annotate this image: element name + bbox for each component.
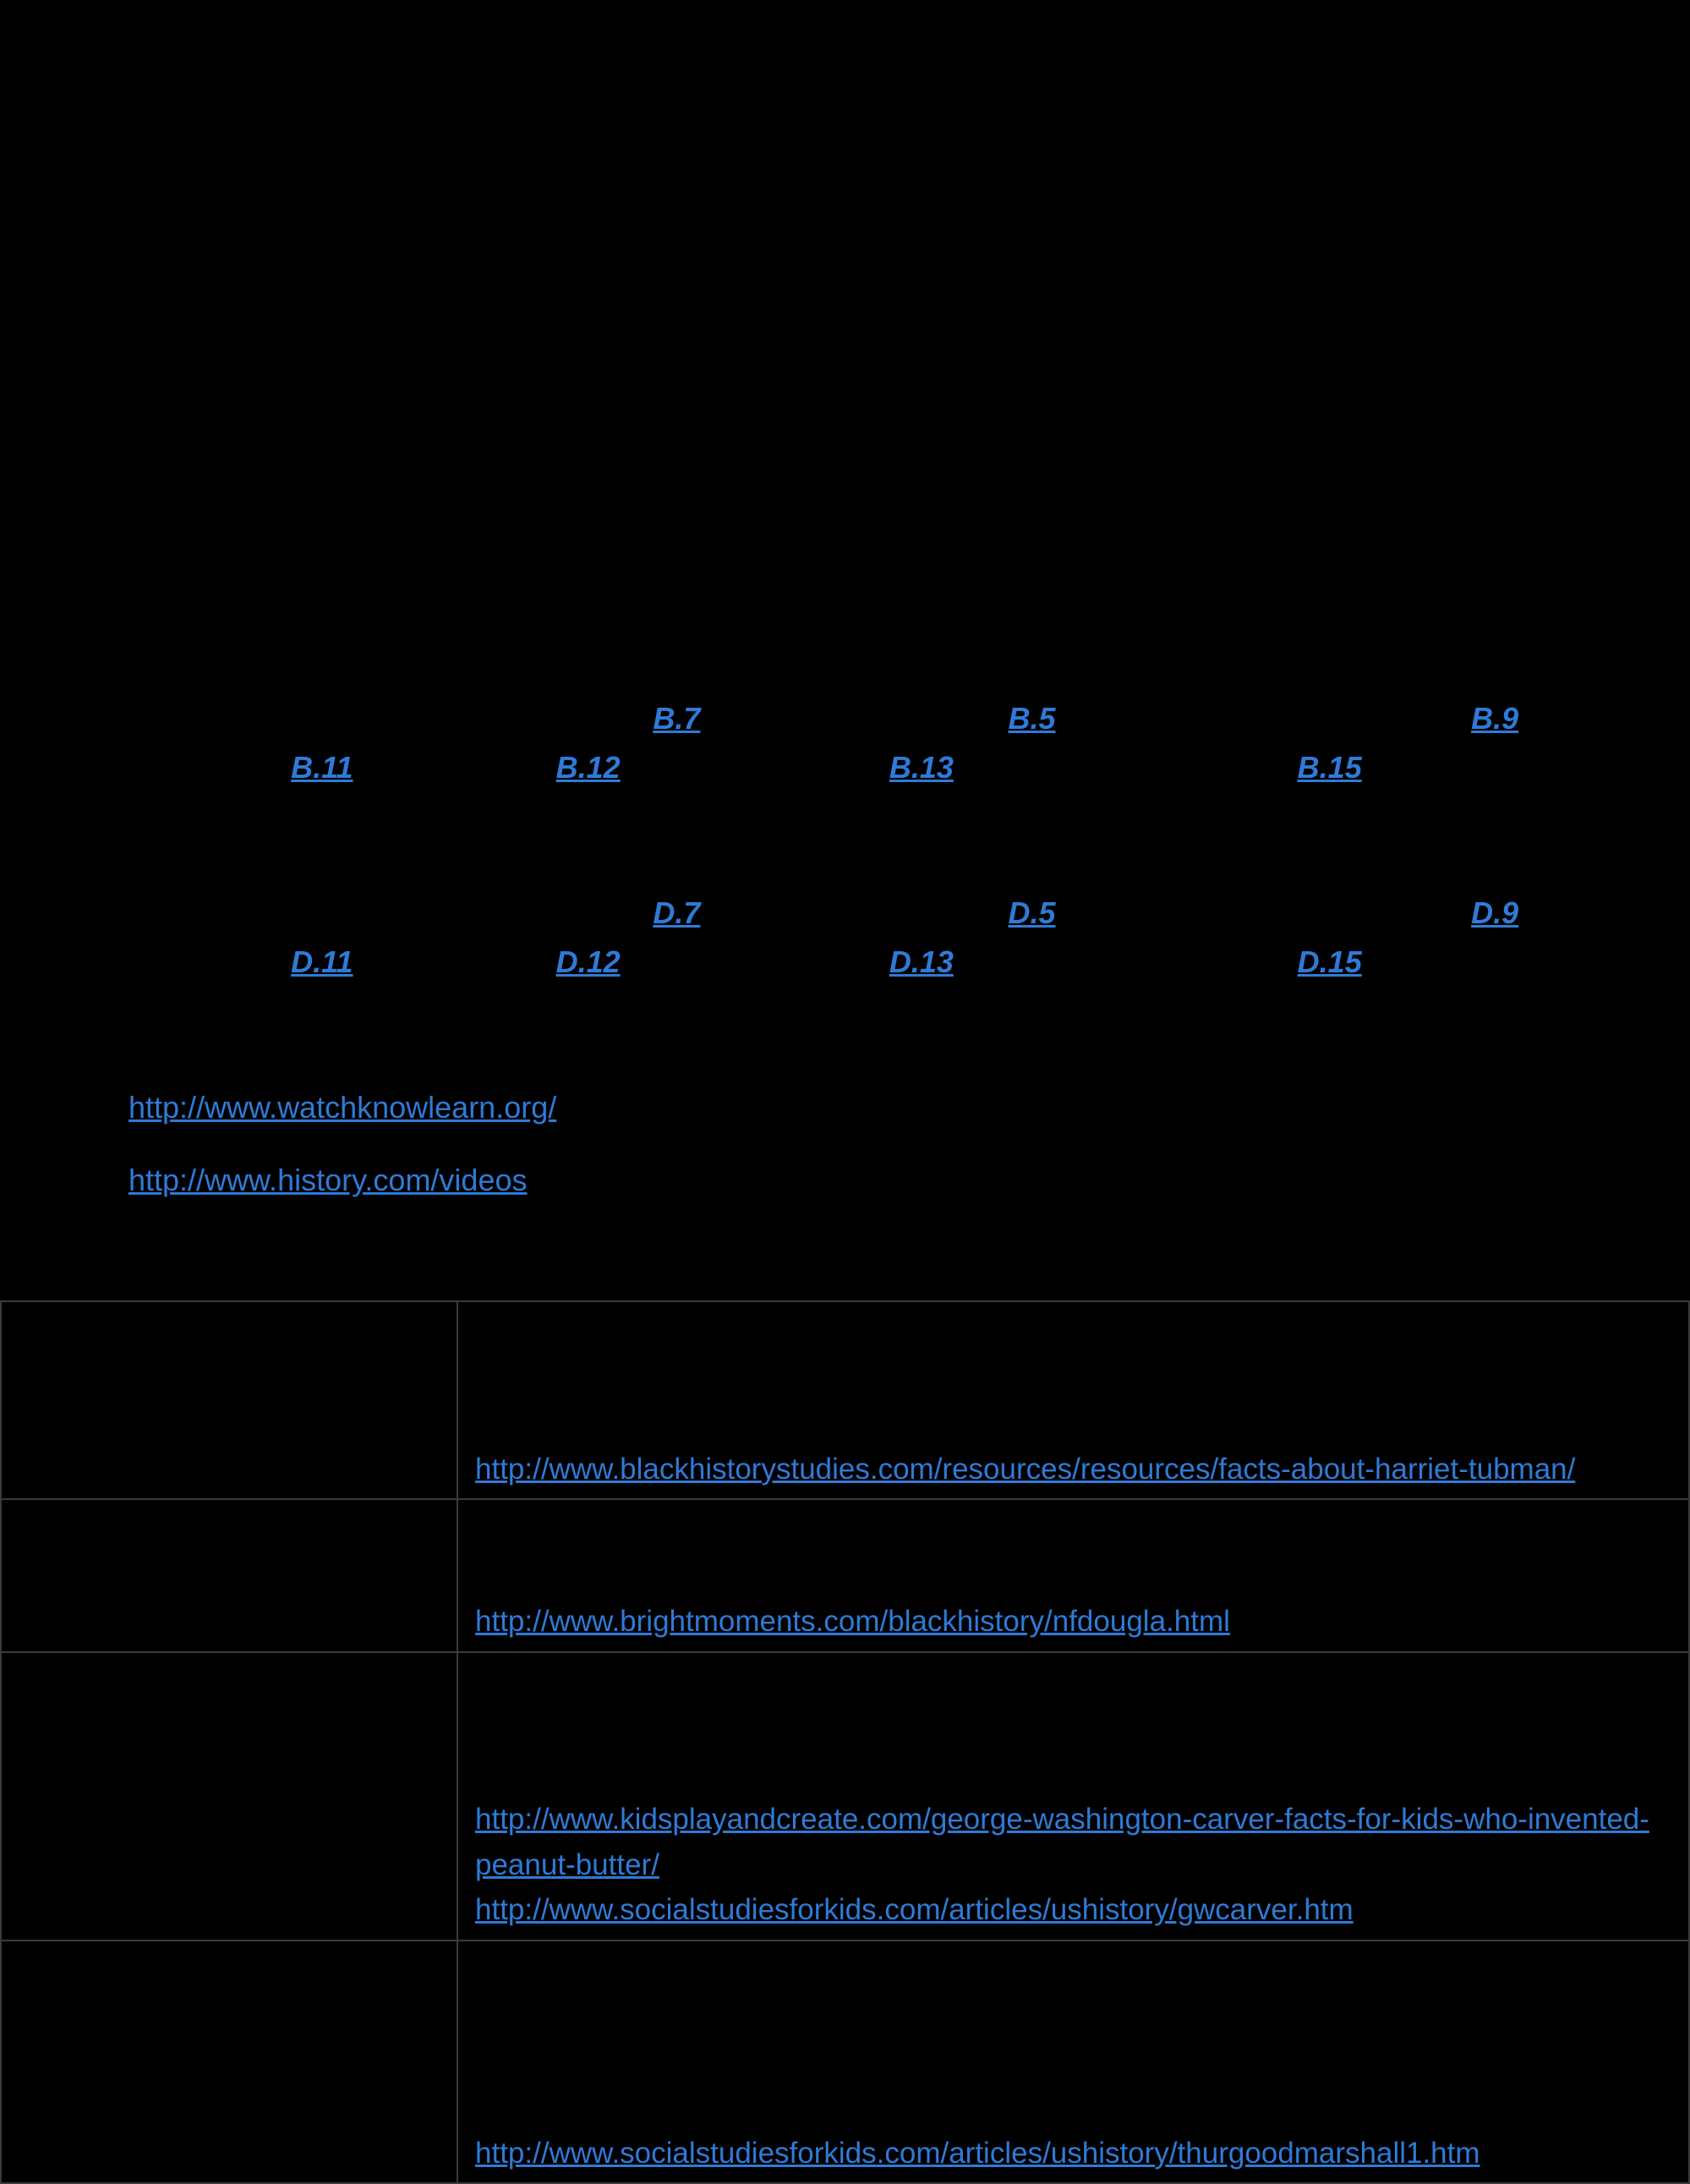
figure-resources-cell (457, 1940, 1689, 2184)
book-title: A Picture Book of Frederick Douglass (475, 1559, 966, 1593)
resource-link[interactable]: http://www.socialstudiesforkids.com/articles/ushistory/gwcarver.htm (475, 1893, 1354, 1926)
figure-name-cell: George Washington Carver (1, 1652, 457, 1940)
link-entry (475, 2131, 1671, 2176)
skill-name: Thurgood Marshall (19, 750, 273, 785)
figure-resources-cell (457, 1301, 1689, 1499)
doc-subtitle: Celebrating Black History Month Using IXL's Grades 2 & 3 Social Studies Content (256, 68, 1434, 103)
skill-link-b13[interactable]: B.13 (889, 750, 954, 785)
sites-text: 4) Sites and texts for students to explore: (19, 1235, 572, 1270)
video-resources-text: 3) Student-friendly video content (if needed) for all 7 historical figures can be found at: (19, 1017, 1174, 1052)
skill-link-d15[interactable]: D.15 (1297, 944, 1362, 979)
skill-link-b7[interactable]: B.7 (653, 701, 701, 736)
figure-name-cell: Frederick Douglass (1, 1499, 457, 1652)
table-row (1, 1940, 1689, 2184)
resource-1-prefix: 1) IXL Grade 2 social studies: (19, 701, 425, 736)
skill-name: Rosa Parks (380, 944, 538, 979)
book-entry (475, 2085, 1671, 2131)
skill-name: George Washington Carver (1082, 895, 1453, 930)
objective-text-line-2: following exploration of text sources as well as IXL's social studies content. (19, 337, 1026, 372)
table-row (1, 1652, 1689, 1940)
table-row (1, 1301, 1689, 1499)
resources-intro: Picture biographies of Washington Carver's life such as: (475, 1667, 1207, 1700)
resource-link[interactable]: http://www.brightmoments.com/blackhistory/nfdougla.html (475, 1605, 1230, 1638)
resource-link[interactable]: http://www.blackhistorystudies.com/resources/resources/facts-about-harriet-tubman/ (475, 1452, 1576, 1486)
skill-link-d12[interactable]: D.12 (555, 944, 621, 979)
book-entry (475, 1356, 1671, 1402)
book-entry (475, 1752, 1671, 1798)
resources-heading: Suggested Resources: (19, 628, 349, 663)
resources-intro: Picture biographies of Marshall's life such as: (475, 1955, 1067, 1989)
book-author: (Aliki) (1254, 1712, 1337, 1745)
link-entry (475, 1599, 1671, 1645)
book-author: (Adler) (1070, 1757, 1168, 1791)
objective-text-line-1: Students will write a narrative from the point-of-view of a legendary African-American figure in U.S. history (19, 288, 1440, 323)
skill-name: Martin Luther King, Jr. (980, 944, 1279, 979)
skill-name: Harriet Tubman (424, 701, 635, 736)
book-title: Escape North! The Story of Harriet Tubman (475, 1407, 1044, 1440)
book-entry (475, 1706, 1671, 1752)
book-title: A Picture Book of Thurgood Marshall (475, 2091, 958, 2124)
skill-link-d13[interactable]: D.13 (889, 944, 954, 979)
resources-intro: Picture biographies of Tubman's life such as: (475, 1316, 1062, 1349)
book-title: A Weed is a Flower: The Life of George Washington Carver (475, 1712, 1255, 1745)
resources-table (0, 1300, 1690, 2184)
resource-link[interactable]: http://www.socialstudiesforkids.com/articles/ushistory/thurgoodmarshall1.htm (475, 2136, 1480, 2170)
resource-2-line-1: 2) IXL Grade 3 social studies: Harriet Tubman (D.7), Frederick Douglass (D.5), George Washington Carver (D.9), (19, 895, 1538, 930)
link-entry (475, 1797, 1671, 1887)
skill-link-b15[interactable]: B.15 (1297, 750, 1362, 785)
skill-link-d7[interactable]: D.7 (653, 895, 701, 930)
figure-name-cell: Thurgood Marshall (1, 1940, 457, 2184)
resource-1-line-1: 1) IXL Grade 2 social studies: Harriet Tubman (B.7), Frederick Douglass (B.5), George Washington Carver (B.9), (19, 701, 1538, 736)
video-link-watchknowlearn (129, 1087, 556, 1128)
book-author: (Adler) (965, 1559, 1064, 1593)
skill-name: Harriet Tubman (424, 895, 635, 930)
resource-2-prefix: 2) IXL Grade 3 social studies: (19, 895, 425, 930)
or-separator: OR (19, 823, 64, 857)
lesson-duration: (4) 45-minute lessons (689, 143, 1001, 178)
skill-name: Martin Luther King, Jr. (980, 750, 1279, 785)
skill-name: Jackie Robinson (647, 944, 871, 979)
resource-1-line-2: Thurgood Marshall (B.11), Rosa Parks (B.12), Jackie Robinson (B.13), Martin Luther King, Jr. (B.15) (19, 750, 1372, 785)
skill-link-b12[interactable]: B.12 (555, 750, 621, 785)
doc-title: Lesson Plan: (750, 0, 940, 32)
book-author: (Kulling) (1043, 1407, 1161, 1440)
skill-link-b9[interactable]: B.9 (1471, 701, 1519, 736)
figure-resources-cell (457, 1652, 1689, 1940)
link-entry (475, 1887, 1671, 1933)
figure-resources-cell (457, 1499, 1689, 1652)
objective-heading: Objective: (19, 216, 167, 250)
table-row (1, 1499, 1689, 1652)
link-entry (475, 1447, 1671, 1492)
skill-name: Thurgood Marshall (19, 944, 273, 979)
book-author: (Adler) (957, 2091, 1055, 2124)
book-entry (475, 1554, 1671, 1600)
skill-name: George Washington Carver (1082, 701, 1453, 736)
standards-grade-3: Grade 3: RI.3.1, RI.3.3, W.3.3, W.3.7, W.3.8 (19, 556, 610, 590)
book-author: (Bauer) (941, 1361, 1049, 1395)
resource-2-line-2: Thurgood Marshall (D.11), Rosa Parks (D.12), Jackie Robinson (D.13), Martin Luther King, Jr. (D.15) (19, 944, 1372, 979)
standards-heading: Standards: (19, 410, 178, 445)
skill-name: Jackie Robinson (647, 750, 871, 785)
resource-link[interactable]: http://www.kidsplayandcreate.com/george-washington-carver-facts-for-kids-who-invented-peanut-butter/ (475, 1803, 1649, 1881)
figure-name-cell: Harriet Tubman (1, 1301, 457, 1499)
book-title: My First Biography: Harriet Tubman (475, 1361, 942, 1395)
book-entry (475, 1995, 1671, 2085)
book-author: (Jeffrey) (861, 2045, 978, 2079)
standards-grade-2: Grade 2: RI.2.2, RI.2.3, W.2.3, W.2.7, W.2.8 (19, 483, 610, 517)
resources-intro: Picture biography of Douglass's life such as: (475, 1514, 1055, 1547)
video-link-history (129, 1160, 528, 1201)
skill-name: Rosa Parks (380, 750, 538, 785)
skill-link-b5[interactable]: B.5 (1008, 701, 1056, 736)
book-entry (475, 1401, 1671, 1447)
skill-name: Frederick Douglass (727, 701, 990, 736)
book-title: Thurgood Marshall: The Supreme Court Rules on "Separate but Equal" (A Graphic History of the Civil Rights Movement) (475, 2001, 1655, 2079)
skill-link-d11[interactable]: D.11 (291, 944, 353, 979)
video-link[interactable]: http://www.watchknowlearn.org/ (129, 1090, 557, 1125)
skill-name: Frederick Douglass (727, 895, 990, 930)
skill-link-d9[interactable]: D.9 (1471, 895, 1519, 930)
book-title: A Picture Book of George Washington Carver (475, 1757, 1071, 1791)
video-link[interactable]: http://www.history.com/videos (129, 1163, 528, 1197)
skill-link-d5[interactable]: D.5 (1008, 895, 1056, 930)
skill-link-b11[interactable]: B.11 (291, 750, 353, 785)
